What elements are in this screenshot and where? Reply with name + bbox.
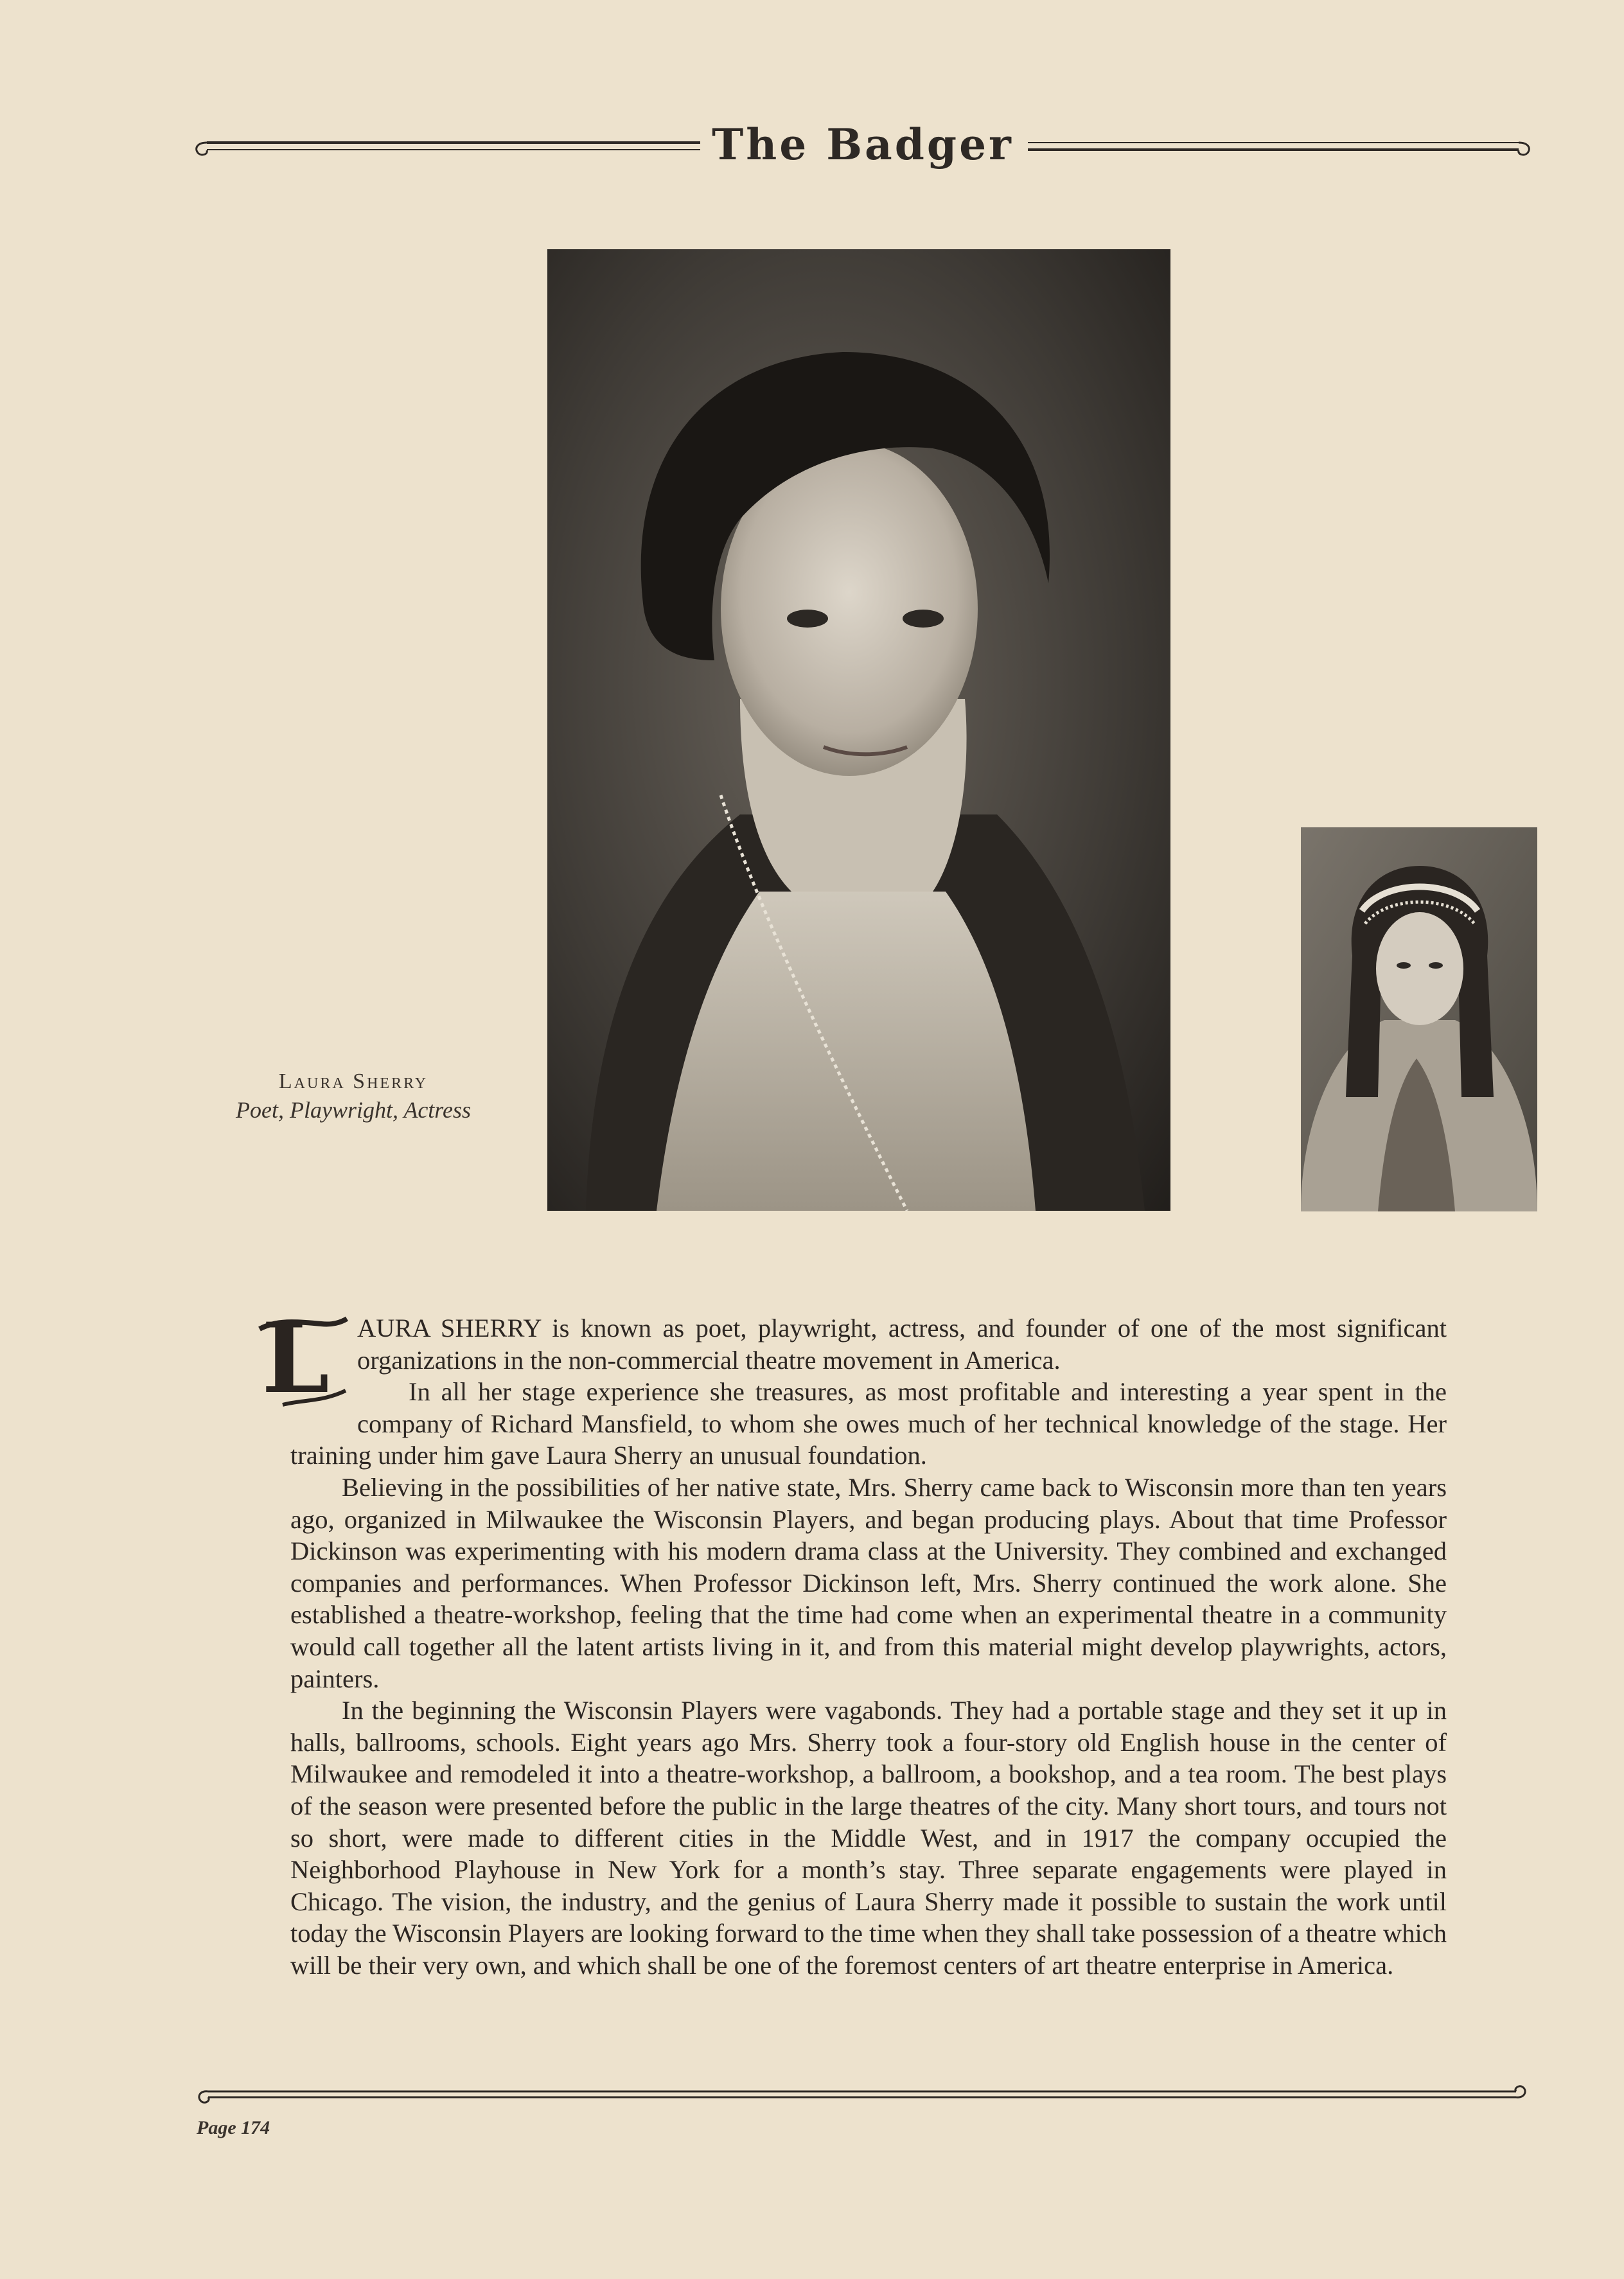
article-paragraph-3: Believing in the possibilities of her native state, Mrs. Sherry came back to Wisconsin more than ten years ago, organized in Milwaukee the Wisconsin Players, and began producing plays. About that time Professor Dickinson was experimenting with his modern drama class at the University. They combined and exchanged companies and performances. When Professor Dickinson left, Mrs. Sherry continued the work alone. She established a theatre-workshop, feeling that the time had come when an experimental theatre in a community would call together all the latent artists living in it, and from this material might develop playwrights, actors, painters. [290, 1472, 1447, 1693]
photo-caption [206, 1069, 501, 1123]
caption-name: Laura Sherry [278, 1069, 428, 1093]
caption-role: Poet, Playwright, Actress [236, 1097, 471, 1123]
costume-photo [1301, 827, 1537, 1211]
article-body [261, 1312, 1447, 1981]
svg-text:L: L [261, 1315, 330, 1411]
dropcap-initial [257, 1315, 348, 1411]
page-number: Page 174 [197, 2117, 270, 2138]
article-paragraph-4: In the beginning the Wisconsin Players were vagabonds. They had a portable stage and they set it up in halls, ballrooms, schools. Eight years ago Mrs. Sherry took a four-story old English house in the center of Milwaukee and remodeled it into a theatre-workshop, a ballroom, a bookshop, and a tea room. The best plays of the season were presented before the public in the large theatres of the city. Many short tours, and tours not so short, were made to different cities in the Middle West, and in 1917 the company occupied the Neighborhood Playhouse in New York for a month’s stay. Three separate engagements were played in Chicago. The vision, the industry, and the genius of Laura Sherry made it possible to sustain the work until today the Wisconsin Players are looking forward to the time when they shall take possession of a theatre which will be their very own, and which shall be one of the foremost centers of art theatre enterprise in America. [290, 1696, 1447, 1980]
article-paragraph [261, 1312, 1447, 1411]
page-title: The Badger [702, 119, 1023, 170]
footer-ornament-rule [193, 2081, 1533, 2107]
page-header [193, 114, 1533, 179]
portrait-photo [547, 249, 1170, 1211]
article-paragraph-1-text: AURA SHERRY is known as poet, playwright, actress, and founder of one of the most significant organizations in the non-commercial theatre movement in America. [357, 1314, 1447, 1375]
article-paragraph-2: In all her stage experience she treasures, as most profitable and interesting a year spent in the company of Richard Mansfield, to whom she owes much of her technical knowledge of the stage. Her training under him gave Laura Sherry an unusual foundation. [290, 1377, 1447, 1470]
